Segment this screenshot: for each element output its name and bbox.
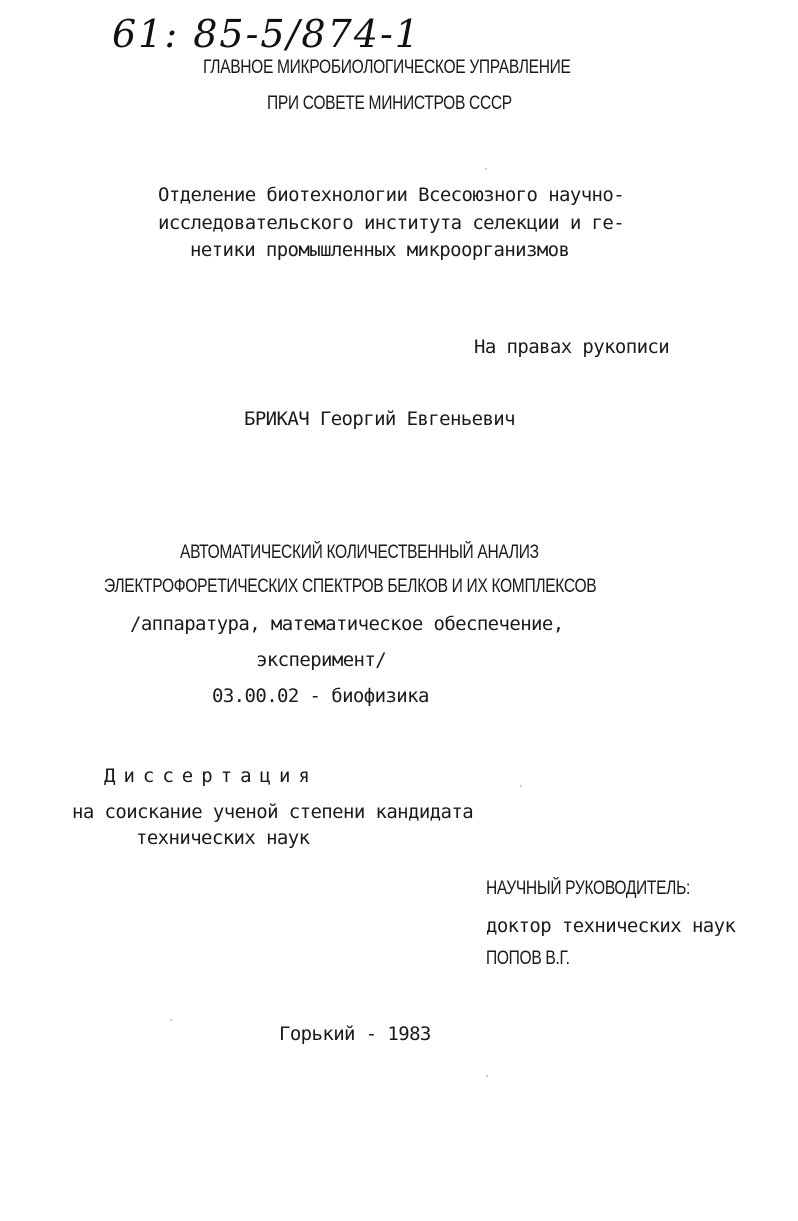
specialty-code: 03.00.02 - биофизика [212, 685, 429, 707]
institute-line-1: Отделение биотехнологии Всесоюзного научно- [158, 184, 625, 206]
author-name: БРИКАЧ Георгий Евгеньевич [244, 408, 515, 430]
paper-speck [485, 168, 487, 170]
dissertation-degree-line-1: на соискание ученой степени кандидата [72, 801, 474, 823]
city-year: Горький - 1983 [279, 1023, 431, 1045]
subtitle-line-1: /аппаратура, математическое обеспечение, [130, 613, 564, 635]
subtitle-line-2: эксперимент/ [256, 649, 387, 671]
organization-line-2: ПРИ СОВЕТЕ МИНИСТРОВ СССР [267, 93, 512, 114]
dissertation-label: Диссертация [104, 765, 318, 787]
paper-speck [520, 785, 522, 787]
title-line-2: ЭЛЕКТРОФОРЕТИЧЕСКИХ СПЕКТРОВ БЕЛКОВ И ИХ КОМПЛЕКСОВ [104, 576, 597, 597]
organization-line-1: ГЛАВНОЕ МИКРОБИОЛОГИЧЕСКОЕ УПРАВЛЕНИЕ [203, 57, 571, 78]
institute-line-3: нетики промышленных микроорганизмов [190, 239, 570, 261]
supervisor-degree: доктор технических наук [486, 915, 736, 937]
manuscript-note: На правах рукописи [474, 336, 670, 358]
paper-speck [170, 1019, 172, 1021]
paper-speck [486, 1075, 488, 1077]
institute-line-2: исследовательского института селекции и ге- [158, 212, 625, 234]
archive-stamp: 61: 85-5/874-1 [112, 12, 421, 56]
dissertation-degree-line-2: технических наук [136, 827, 310, 849]
title-line-1: АВТОМАТИЧЕСКИЙ КОЛИЧЕСТВЕННЫЙ АНАЛИЗ [180, 542, 539, 563]
supervisor-name: ПОПОВ В.Г. [486, 948, 570, 969]
supervisor-heading: НАУЧНЫЙ РУКОВОДИТЕЛЬ: [486, 878, 690, 899]
